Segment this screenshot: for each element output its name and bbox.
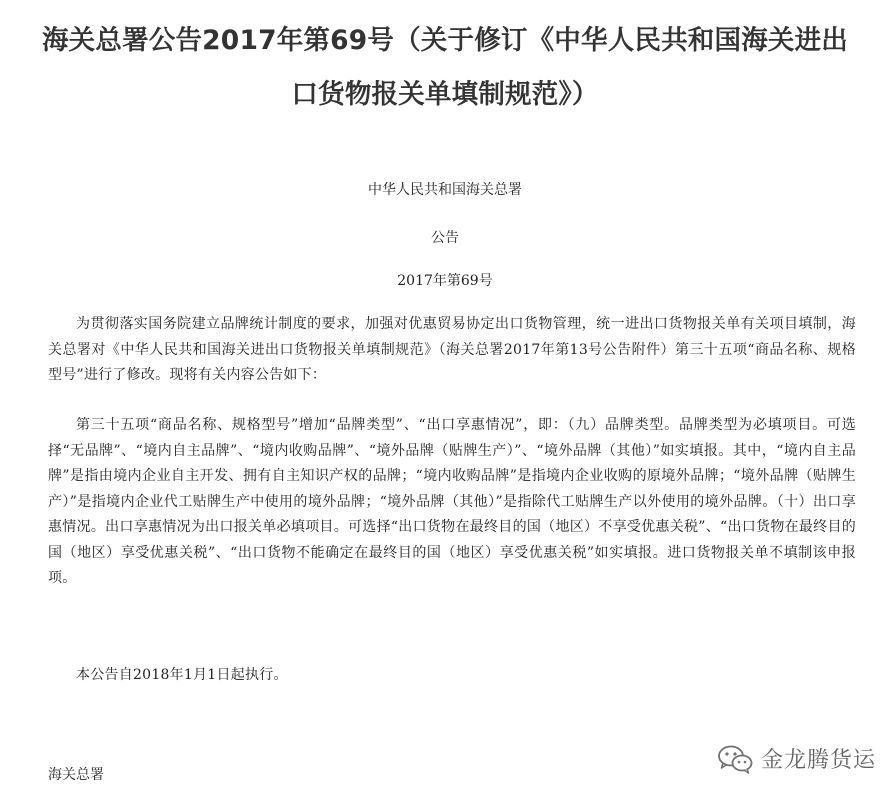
signer: 海关总署 (48, 767, 104, 783)
intro-paragraph: 为贯彻落实国务院建立品牌统计制度的要求，加强对优惠贸易协定出口货物管理，统一进出口货物报关单有关项目填制，海关总署对《中华人民共和国海关进出口货物报关单填制规范》（海关总署2017年第13号公告附件）第三十五项“商品名称、规格型号”进行了修改。现将有关内容公告如下： (48, 316, 856, 383)
document-number: 2017年第69号 (397, 273, 493, 289)
watermark-text: 金龙腾货运 (760, 748, 876, 773)
page-title: 海关总署公告2017年第69号（关于修订《中华人民共和国海关进出口货物报关单填制规范》） (41, 25, 849, 110)
amendment-paragraph: 第三十五项“商品名称、规格型号”增加“品牌类型”、“出口享惠情况”，即：（九）品牌类型。品牌类型为必填项目。可选择“无品牌”、“境内自主品牌”、“境内收购品牌”、“境外品牌（贴牌生产）”、“境外品牌（其他）”如实填报。其中，“境内自主品牌”是指由境内企业自主开发、拥有自主知识产权的品牌；“境内收购品牌”是指境内企业收购的原境外品牌；“境外品牌（贴牌生产）”是指境内企业代工贴牌生产中使用的境外品牌；“境外品牌（其他）”是指除代工贴牌生产以外使用的境外品牌。（十）出口享惠情况。出口享惠情况为出口报关单必填项目。可选择“出口货物在最终目的国（地区）不享受优惠关税”、“出口货物在最终目的国（地区）享受优惠关税”、“出口货物不能确定在最终目的国（地区）享受优惠关税”如实填报。进口货物报关单不填制该申报项。 (48, 417, 856, 586)
wechat-icon (717, 744, 753, 774)
issuer-name: 中华人民共和国海关总署 (368, 182, 522, 198)
wechat-watermark (717, 743, 876, 774)
effective-date-paragraph: 本公告自2018年1月1日起执行。 (76, 667, 288, 683)
document-type: 公告 (431, 230, 459, 246)
